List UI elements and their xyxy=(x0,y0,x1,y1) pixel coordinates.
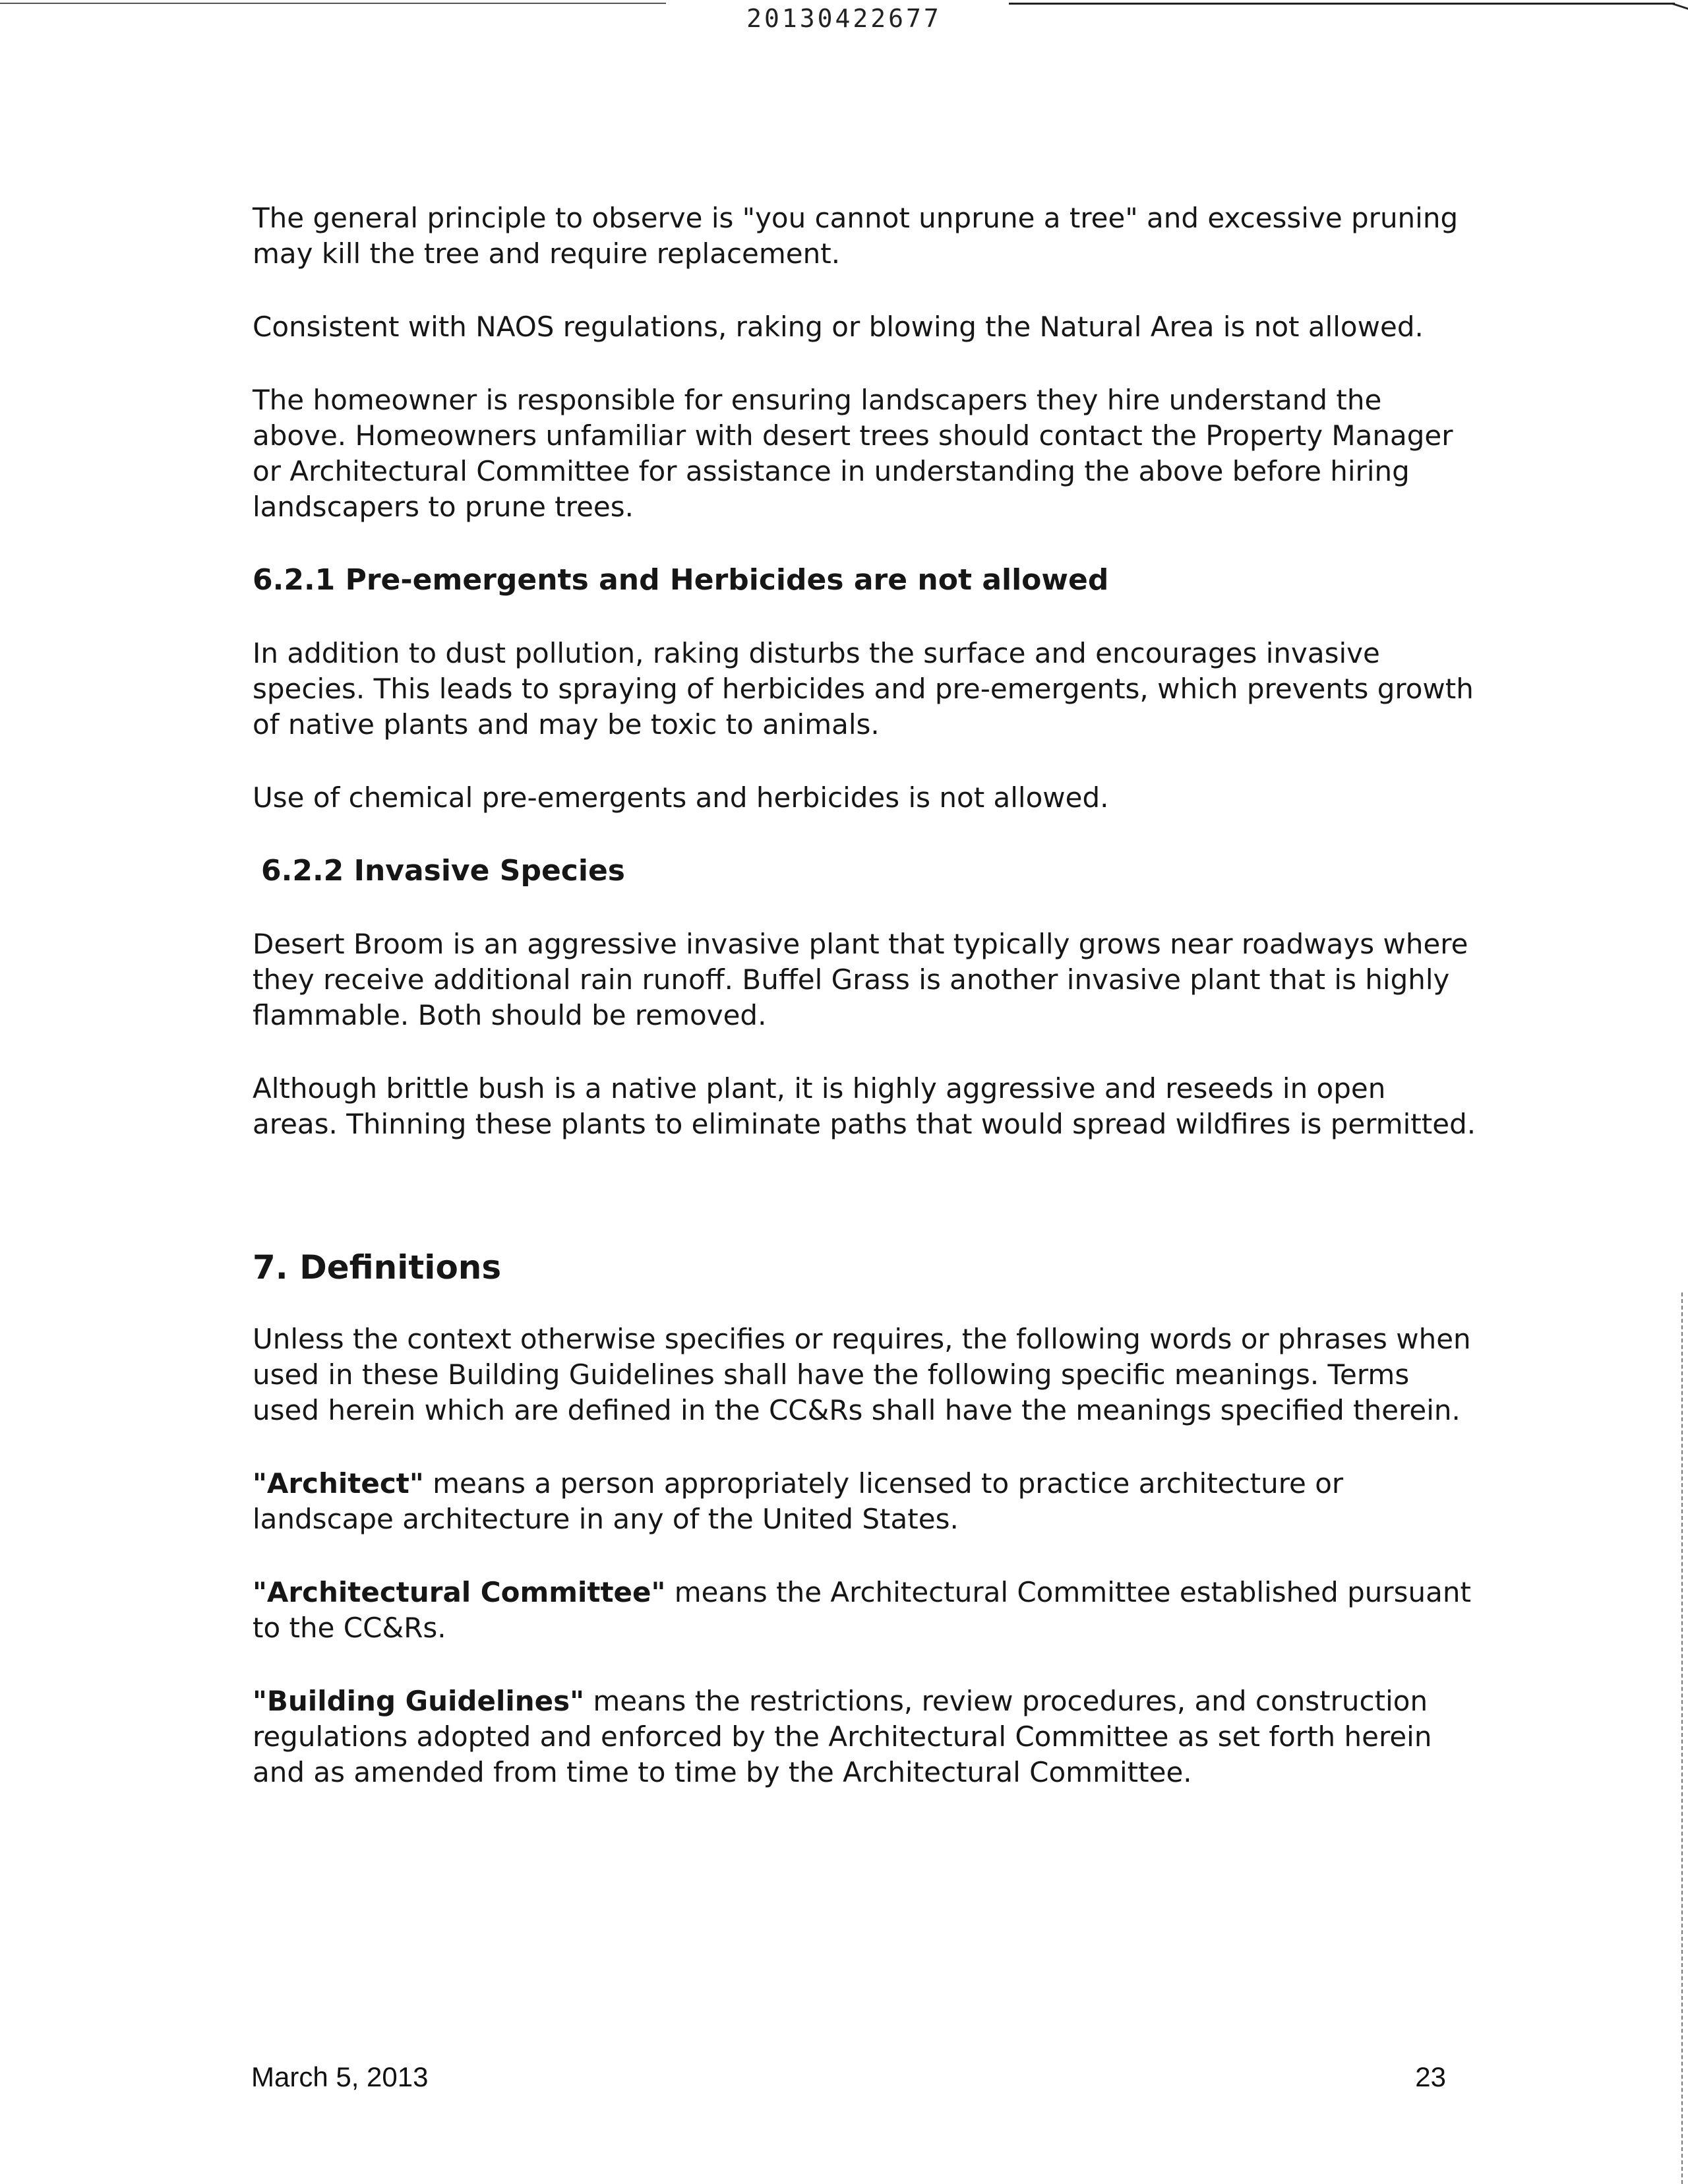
heading-6-2-1: 6.2.1 Pre-emergents and Herbicides are not allowed xyxy=(253,563,1109,597)
footer-date: March 5, 2013 xyxy=(251,2061,429,2092)
definition-term: "Building Guidelines" xyxy=(253,1685,585,1717)
heading-6-2-2: 6.2.2 Invasive Species xyxy=(261,854,625,888)
scan-edge-line xyxy=(1681,1292,1683,2184)
paragraph-homeowner-responsibility: The homeowner is responsible for ensuring landscapers they hire understand the above. Homeowners unfamiliar with desert trees should contact the Property Manager or Architectural Committee for assistance in understanding the above before hiring landscapers to prune trees. xyxy=(253,384,1453,523)
definition-text: means a person appropriately licensed to practice architecture or landscape architecture in any of the United States. xyxy=(253,1467,1344,1535)
paragraph-definitions-intro: Unless the context otherwise specifies or requires, the following words or phrases when used in these Building Guidelines shall have the following specific meanings. Terms used herein which are defined in the CC&Rs shall have the meanings specified therein. xyxy=(253,1323,1471,1426)
page-number: 23 xyxy=(1415,2061,1446,2092)
definition-building-guidelines xyxy=(253,1684,1479,1790)
paragraph-chemical-use: Use of chemical pre-emergents and herbicides is not allowed. xyxy=(253,781,1109,814)
definition-text: means the Architectural Committee established pursuant to the CC&Rs. xyxy=(253,1576,1471,1644)
definition-architectural-committee xyxy=(253,1575,1479,1646)
paragraph-desert-broom: Desert Broom is an aggressive invasive plant that typically grows near roadways where they receive additional rain runoff. Buffel Grass is another invasive plant that is highly flammable. Both should be removed. xyxy=(253,928,1468,1031)
page-footer xyxy=(251,2061,1446,2093)
paragraph-pruning-principle: The general principle to observe is "you cannot unprune a tree" and excessive pruning may kill the tree and require replacement. xyxy=(253,202,1459,270)
definition-text: means the restrictions, review procedures, and construction regulations adopted and enforced by the Architectural Committee as set forth herein and as amended from time to time by the Architectural Committee. xyxy=(253,1685,1432,1788)
definition-term: "Architectural Committee" xyxy=(253,1576,666,1608)
definition-architect xyxy=(253,1466,1479,1537)
paragraph-dust-pollution: In addition to dust pollution, raking disturbs the surface and encourages invasive species. This leads to spraying of herbicides and pre-emergents, which prevents growth of native plants and may be toxic to animals. xyxy=(253,637,1474,741)
paragraph-brittle-bush: Although brittle bush is a native plant, it is highly aggressive and reseeds in open areas. Thinning these plants to eliminate paths that would spread wildfires is permitted. xyxy=(253,1072,1476,1140)
paragraph-naos-raking: Consistent with NAOS regulations, raking or blowing the Natural Area is not allowed. xyxy=(253,311,1424,343)
document-number: 20130422677 xyxy=(746,4,942,33)
heading-7-definitions: 7. Definitions xyxy=(253,1248,502,1287)
definition-term: "Architect" xyxy=(253,1467,424,1500)
page-body xyxy=(253,200,1479,1828)
